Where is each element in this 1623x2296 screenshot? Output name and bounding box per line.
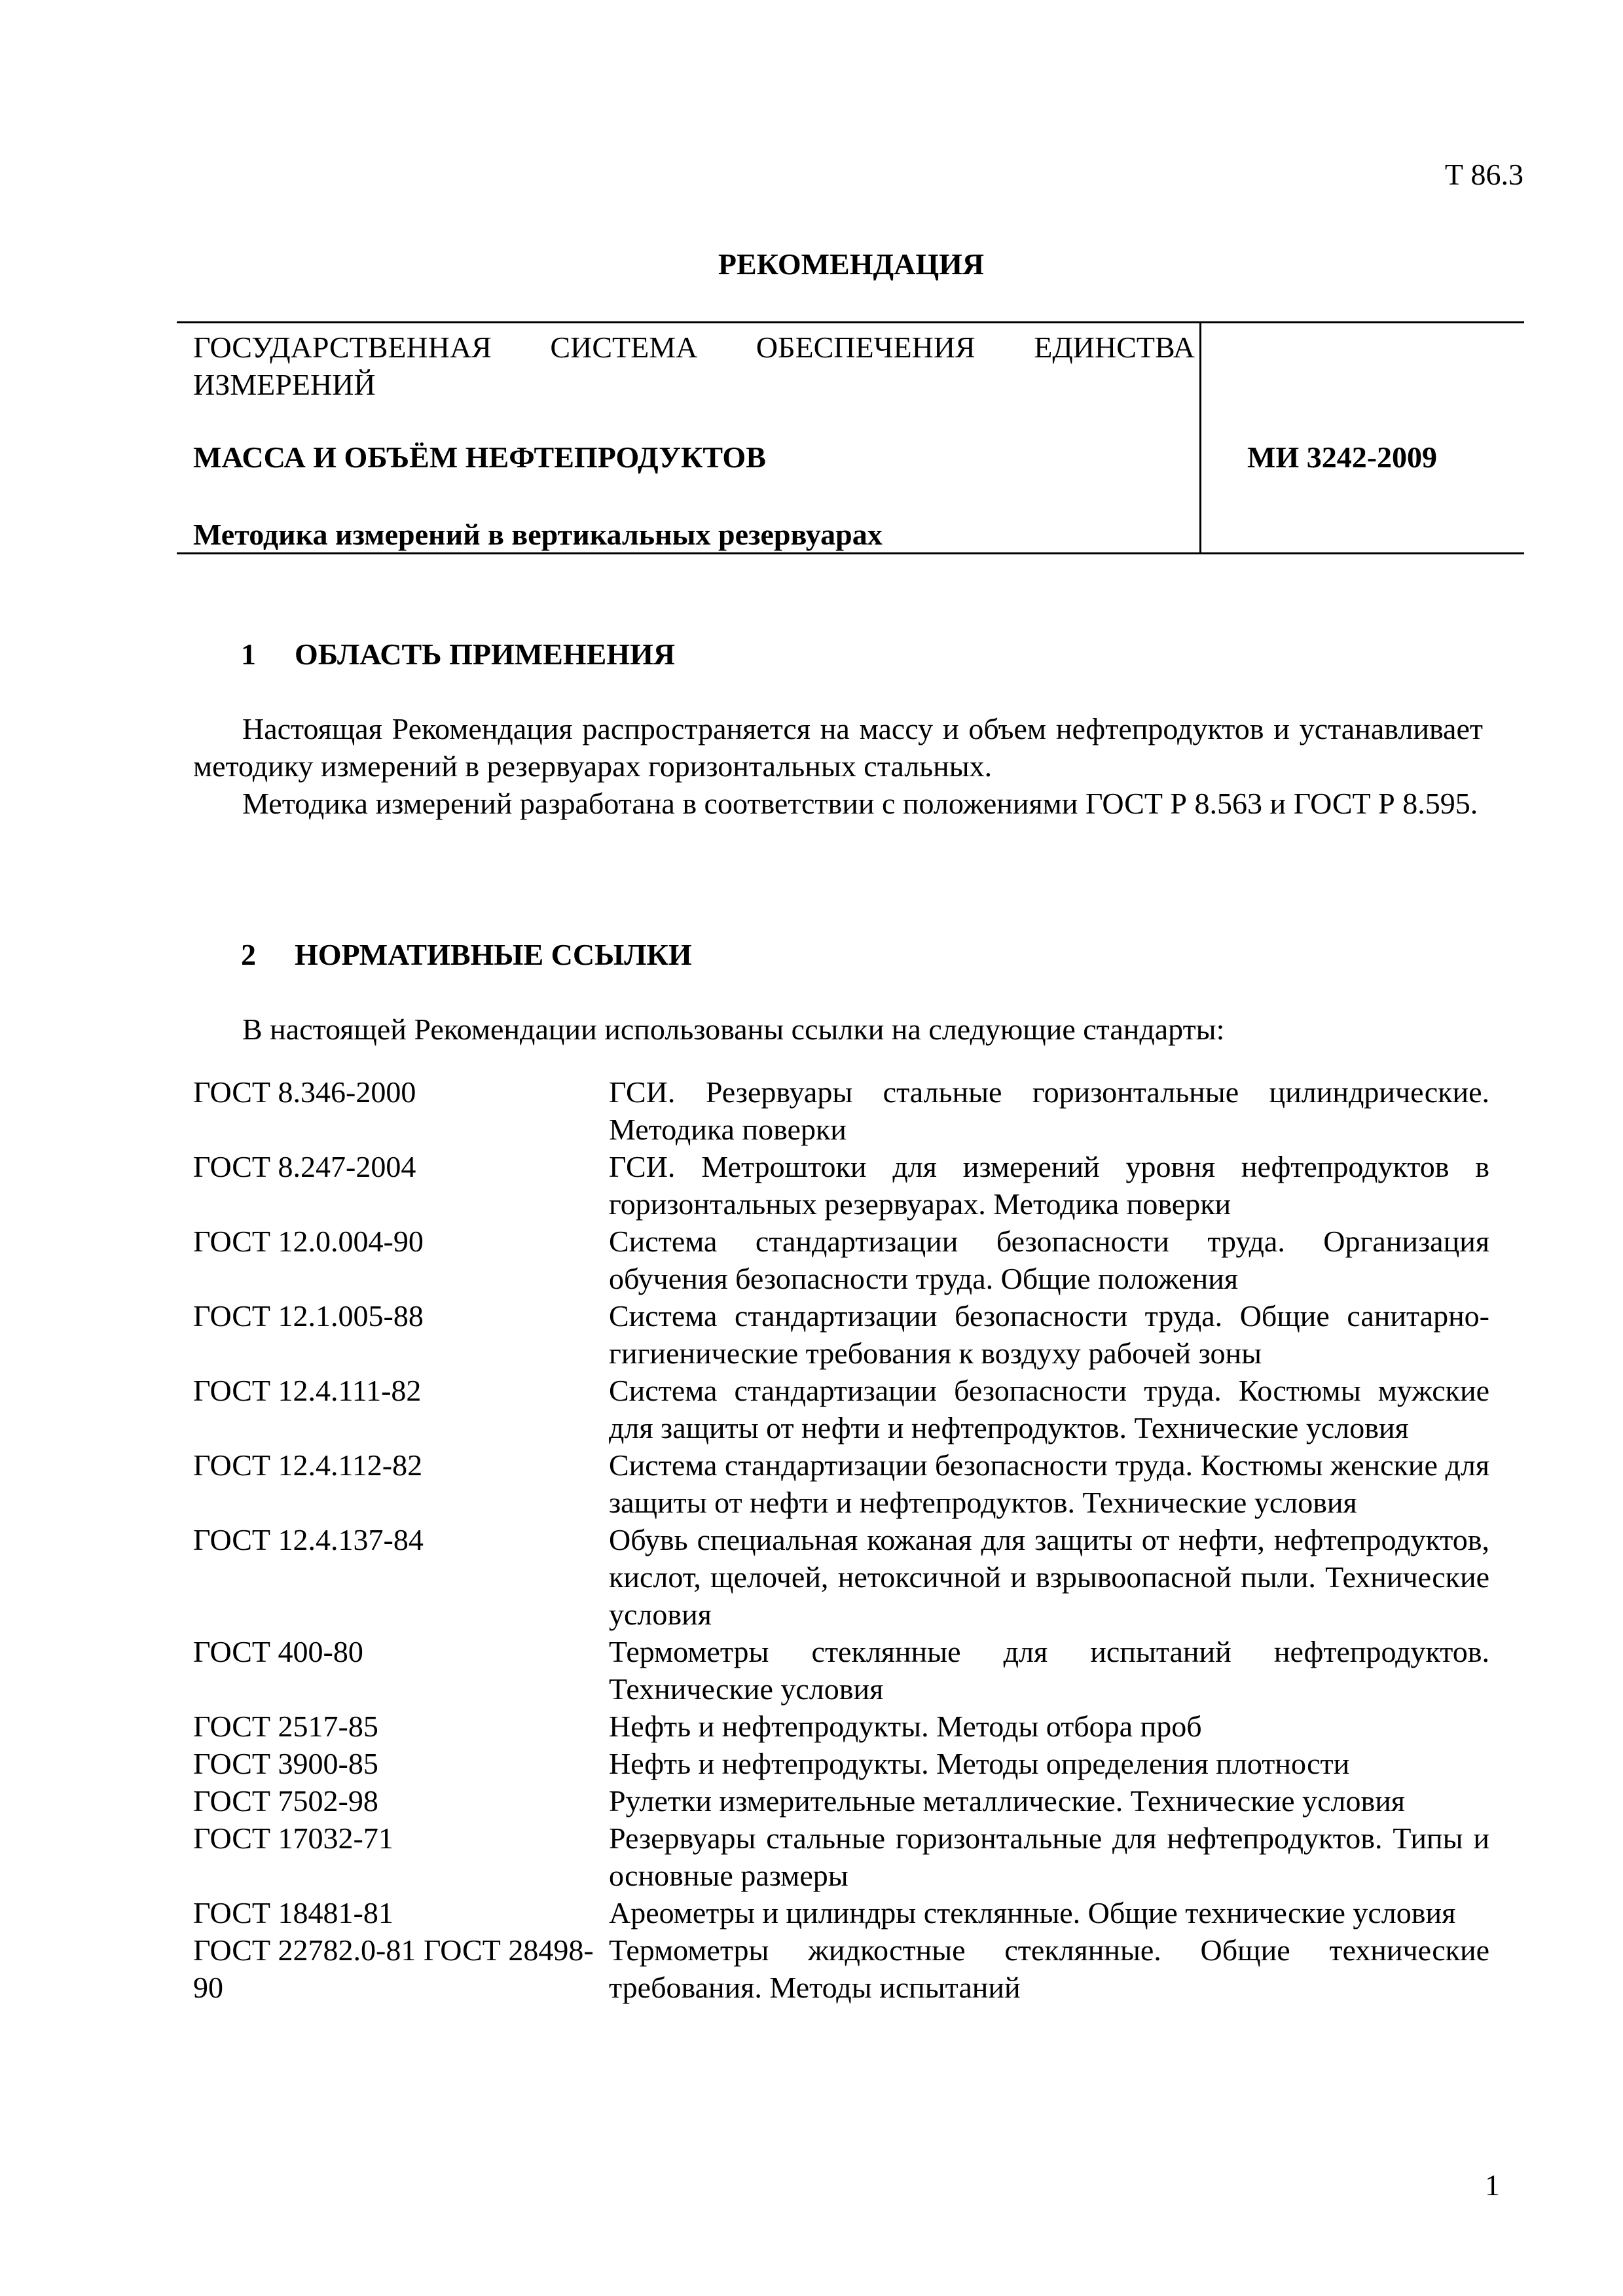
reference-title: Ареометры и цилиндры стеклянные. Общие технические условия	[609, 1896, 1456, 1929]
reference-code: ГОСТ 400-80	[193, 1635, 363, 1668]
system-title: ГОСУДАРСТВЕННАЯ СИСТЕМА ОБЕСПЕЧЕНИЯ ЕДИНСТВА ИЗМЕРЕНИЙ	[193, 331, 1195, 401]
section-1-paragraph-2-text: Методика измерений разработана в соответствии с положениями ГОСТ Р 8.563 и ГОСТ Р 8.595.	[242, 787, 1478, 820]
reference-title: Система стандартизации безопасности труда. Костюмы мужские для защиты от нефти и нефтепродуктов. Технические условия	[609, 1374, 1489, 1444]
section-1-paragraph-1	[193, 710, 1483, 785]
reference-row	[193, 1708, 1489, 1745]
reference-row	[193, 1745, 1489, 1782]
reference-code: ГОСТ 12.0.004-90	[193, 1225, 424, 1258]
reference-row	[193, 1223, 1489, 1297]
product-title: МАССА И ОБЪЁМ НЕФТЕПРОДУКТОВ	[193, 440, 766, 474]
reference-code: ГОСТ 8.247-2004	[193, 1150, 416, 1183]
reference-title: Резервуары стальные горизонтальные для нефтепродуктов. Типы и основные размеры	[609, 1821, 1489, 1892]
reference-code: ГОСТ 3900-85	[193, 1747, 378, 1780]
reference-code: ГОСТ 12.1.005-88	[193, 1299, 424, 1333]
title-block-left	[193, 323, 1195, 552]
reference-code: ГОСТ 22782.0-81 ГОСТ 28498-90	[193, 1933, 594, 2004]
reference-title: ГСИ. Метроштоки для измерений уровня нефтепродуктов в горизонтальных резервуарах. Методика поверки	[609, 1150, 1489, 1221]
reference-row	[193, 1782, 1489, 1820]
section-1-paragraph-1-text: Настоящая Рекомендация распространяется на массу и объем нефтепродуктов и устанавливает методику измерений в резервуарах горизонтальных стальных.	[193, 712, 1483, 783]
reference-code: ГОСТ 12.4.111-82	[193, 1374, 422, 1407]
reference-row	[193, 1894, 1489, 1931]
document-code: Т 86.3	[1444, 158, 1523, 191]
reference-title: Термометры жидкостные стеклянные. Общие технические требования. Методы испытаний	[609, 1933, 1489, 2004]
title-block-divider	[1199, 323, 1201, 552]
reference-title: Рулетки измерительные металлические. Технические условия	[609, 1784, 1405, 1818]
reference-code: ГОСТ 17032-71	[193, 1821, 393, 1855]
reference-row	[193, 1372, 1489, 1446]
section-2-title: НОРМАТИВНЫЕ ССЫЛКИ	[295, 938, 692, 971]
reference-title: Система стандартизации безопасности труда. Общие санитарно-гигиенические требования к воздуху рабочей зоны	[609, 1299, 1489, 1370]
reference-title: Система стандартизации безопасности труда. Костюмы женские для защиты от нефти и нефтепродуктов. Технические условия	[609, 1448, 1489, 1519]
reference-row	[193, 1633, 1489, 1708]
reference-title: Система стандартизации безопасности труда. Организация обучения безопасности труда. Общие положения	[609, 1225, 1489, 1295]
section-1-title: ОБЛАСТЬ ПРИМЕНЕНИЯ	[295, 637, 676, 671]
reference-code: ГОСТ 12.4.137-84	[193, 1523, 424, 1556]
reference-code: ГОСТ 2517-85	[193, 1710, 378, 1743]
reference-code: ГОСТ 18481-81	[193, 1896, 393, 1929]
reference-row	[193, 1297, 1489, 1372]
reference-row	[193, 1521, 1489, 1633]
references-list	[193, 1073, 1489, 2006]
section-1-paragraph-2	[193, 785, 1483, 822]
title-block	[177, 321, 1524, 554]
document-type: РЕКОМЕНДАЦИЯ	[718, 247, 985, 281]
reference-title: Нефть и нефтепродукты. Методы отбора проб	[609, 1710, 1202, 1743]
reference-row	[193, 1446, 1489, 1521]
reference-row	[193, 1073, 1489, 1148]
section-2-intro-text: В настоящей Рекомендации использованы ссылки на следующие стандарты:	[242, 1013, 1225, 1046]
reference-row	[193, 1931, 1489, 2006]
reference-title: Обувь специальная кожаная для защиты от нефти, нефтепродуктов, кислот, щелочей, нетоксичной и взрывоопасной пыли. Технические условия	[609, 1523, 1489, 1631]
section-2-intro	[193, 1011, 1483, 1048]
section-2-number: 2	[241, 938, 256, 971]
reference-code: ГОСТ 8.346-2000	[193, 1075, 416, 1109]
page-number: 1	[1485, 2168, 1500, 2202]
reference-code: ГОСТ 12.4.112-82	[193, 1448, 423, 1482]
section-1-number: 1	[241, 637, 256, 671]
reference-row	[193, 1820, 1489, 1894]
reference-title: Термометры стеклянные для испытаний нефтепродуктов. Технические условия	[609, 1635, 1489, 1706]
reference-title: Нефть и нефтепродукты. Методы определения плотности	[609, 1747, 1350, 1780]
document-subtitle: Методика измерений в вертикальных резервуарах	[193, 518, 883, 551]
reference-row	[193, 1148, 1489, 1223]
document-number: МИ 3242-2009	[1247, 440, 1438, 474]
reference-title: ГСИ. Резервуары стальные горизонтальные цилиндрические. Методика поверки	[609, 1075, 1489, 1146]
reference-code: ГОСТ 7502-98	[193, 1784, 378, 1818]
